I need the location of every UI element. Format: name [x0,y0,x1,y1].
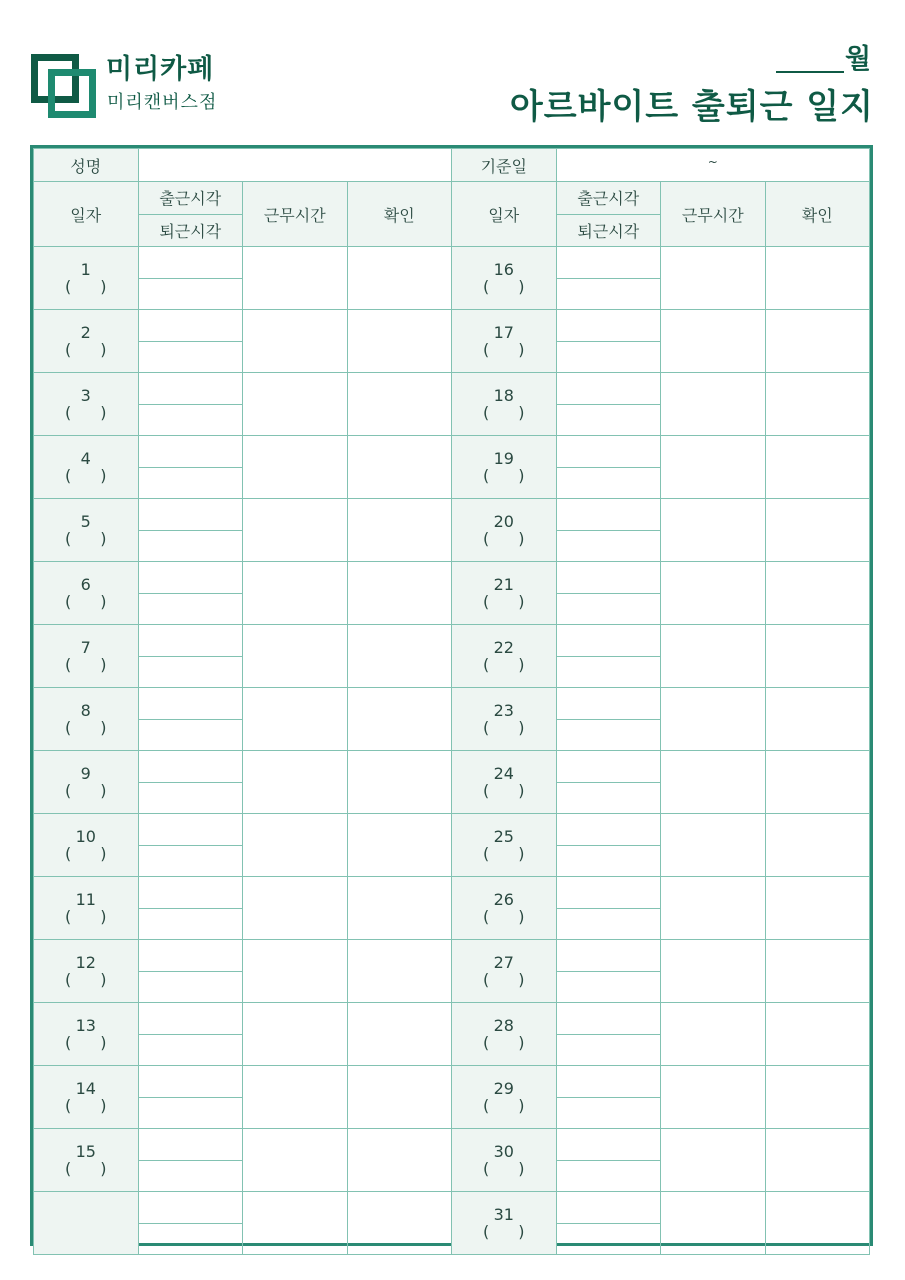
clock-out-field[interactable] [139,467,243,499]
confirm-field[interactable] [765,436,870,499]
time-cell [138,1129,243,1192]
time-cell [138,310,243,373]
weekday-field[interactable]: ( ) [64,781,107,800]
work-hours-field[interactable] [661,562,766,625]
day-number: 19 [493,449,514,468]
day-number: 31 [493,1205,514,1224]
weekday-field[interactable]: ( ) [482,277,525,296]
day-number: 27 [493,953,514,972]
clock-out-field[interactable] [139,1160,243,1192]
table-row [34,436,870,499]
work-hours-field[interactable] [243,688,348,751]
day-cell [452,247,557,310]
col-work-hours-left: 근무시간 [243,182,348,247]
work-hours-field[interactable] [243,940,348,1003]
clock-in-field[interactable] [139,436,243,467]
work-hours-field[interactable] [661,940,766,1003]
clock-in-field[interactable] [557,940,661,971]
clock-in-field[interactable] [139,1129,243,1160]
day-number: 14 [75,1079,96,1098]
time-cell [556,1192,661,1255]
day-number: 30 [493,1142,514,1161]
clock-in-field[interactable] [557,814,661,845]
day-number: 12 [75,953,96,972]
day-number: 3 [80,386,91,405]
work-hours-field[interactable] [243,436,348,499]
confirm-field[interactable] [765,373,870,436]
clock-in-field[interactable] [139,499,243,530]
work-hours-field[interactable] [661,310,766,373]
clock-in-field[interactable] [557,373,661,404]
time-cell [556,562,661,625]
day-number: 9 [80,764,91,783]
work-hours-field[interactable] [661,373,766,436]
clock-out-field[interactable] [139,593,243,625]
table-row [34,625,870,688]
day-cell [452,940,557,1003]
clock-in-field[interactable] [139,625,243,656]
confirm-field[interactable] [347,940,452,1003]
clock-out-field[interactable] [139,341,243,373]
day-number: 1 [80,260,91,279]
day-number: 22 [493,638,514,657]
time-cell [138,373,243,436]
clock-out-field[interactable] [139,719,243,751]
confirm-field[interactable] [347,688,452,751]
time-cell [556,814,661,877]
clock-in-field[interactable] [139,373,243,404]
day-number: 2 [80,323,91,342]
weekday-field[interactable]: ( ) [482,1096,525,1115]
confirm-field[interactable] [347,436,452,499]
weekday-field[interactable]: ( ) [64,718,107,737]
day-number: 15 [75,1142,96,1161]
work-hours-field[interactable] [243,1192,348,1255]
name-label: 성명 [34,149,139,182]
weekday-field[interactable]: ( ) [64,529,107,548]
weekday-field[interactable]: ( ) [64,844,107,863]
brand-name: 미리카페 [106,54,215,85]
day-cell [34,562,139,625]
weekday-field[interactable]: ( ) [64,403,107,422]
clock-in-field[interactable] [557,1129,661,1160]
day-cell [34,1066,139,1129]
clock-out-field[interactable] [139,656,243,688]
day-number: 16 [493,260,514,279]
table-row [34,373,870,436]
time-cell [138,436,243,499]
day-cell [34,625,139,688]
weekday-field[interactable]: ( ) [64,1096,107,1115]
work-hours-field[interactable] [661,688,766,751]
work-hours-field[interactable] [661,814,766,877]
weekday-field[interactable]: ( ) [482,970,525,989]
time-cell [138,1192,243,1255]
clock-out-field[interactable] [139,908,243,940]
day-cell [34,814,139,877]
clock-in-field[interactable] [139,940,243,971]
work-hours-field[interactable] [243,1129,348,1192]
time-cell [556,751,661,814]
clock-in-field[interactable] [557,1066,661,1097]
clock-in-field[interactable] [557,688,661,719]
confirm-field[interactable] [347,751,452,814]
weekday-field[interactable]: ( ) [482,1033,525,1052]
weekday-field[interactable]: ( ) [482,907,525,926]
weekday-field[interactable]: ( ) [482,340,525,359]
weekday-field[interactable]: ( ) [482,1159,525,1178]
confirm-field[interactable] [765,625,870,688]
day-number: 25 [493,827,514,846]
clock-in-field[interactable] [139,1003,243,1034]
day-number: 4 [80,449,91,468]
time-cell [138,247,243,310]
day-cell [34,688,139,751]
day-number: 11 [75,890,96,909]
name-field[interactable] [138,149,452,182]
table-row [34,940,870,1003]
clock-in-field[interactable] [557,1192,661,1223]
clock-in-field[interactable] [557,562,661,593]
time-cell [556,499,661,562]
base-date-label: 기준일 [452,149,557,182]
confirm-field[interactable] [765,499,870,562]
weekday-field[interactable]: ( ) [482,592,525,611]
time-cell [138,1003,243,1066]
clock-out-field[interactable] [557,908,661,940]
clock-in-field[interactable] [557,499,661,530]
time-cell [556,625,661,688]
clock-out-field[interactable] [557,971,661,1003]
day-cell [34,247,139,310]
table-row [34,877,870,940]
day-cell [452,1066,557,1129]
clock-in-field[interactable] [139,562,243,593]
clock-in-field[interactable] [557,751,661,782]
clock-out-field[interactable] [557,845,661,877]
work-hours-field[interactable] [661,877,766,940]
work-hours-field[interactable] [243,1066,348,1129]
confirm-field[interactable] [347,877,452,940]
clock-in-field[interactable] [557,247,661,278]
clock-in-field[interactable] [139,1066,243,1097]
confirm-field[interactable] [765,562,870,625]
table-row [34,1066,870,1129]
clock-out-field[interactable] [557,530,661,562]
month-input-line[interactable] [776,71,844,73]
confirm-field[interactable] [347,814,452,877]
day-cell [452,814,557,877]
time-cell [138,499,243,562]
day-cell [452,1192,557,1255]
clock-out-field[interactable] [139,971,243,1003]
clock-out-field[interactable] [139,1223,243,1255]
time-cell [138,1066,243,1129]
clock-in-field[interactable] [139,310,243,341]
time-cell [138,877,243,940]
confirm-field[interactable] [765,1003,870,1066]
work-hours-field[interactable] [243,1003,348,1066]
confirm-field[interactable] [765,940,870,1003]
table-row [34,499,870,562]
day-cell [34,751,139,814]
day-cell [34,1003,139,1066]
day-cell [34,877,139,940]
day-number: 6 [80,575,91,594]
day-cell [452,562,557,625]
clock-in-field[interactable] [139,877,243,908]
clock-in-field[interactable] [557,1003,661,1034]
table-row [34,1192,870,1255]
table-row [34,562,870,625]
work-hours-field[interactable] [661,751,766,814]
clock-out-field[interactable] [557,782,661,814]
day-cell [452,877,557,940]
day-cell [34,499,139,562]
table-row [34,1003,870,1066]
confirm-field[interactable] [765,814,870,877]
confirm-field[interactable] [347,373,452,436]
time-cell [556,1129,661,1192]
col-times-right [556,182,661,247]
weekday-field[interactable]: ( ) [482,466,525,485]
work-hours-field[interactable] [243,814,348,877]
work-hours-field[interactable] [661,1192,766,1255]
weekday-field[interactable]: ( ) [64,592,107,611]
work-hours-field[interactable] [661,1003,766,1066]
work-hours-field[interactable] [661,1066,766,1129]
time-cell [556,310,661,373]
clock-out-field[interactable] [139,278,243,310]
table-row [34,751,870,814]
confirm-field[interactable] [765,1066,870,1129]
clock-out-field[interactable] [139,530,243,562]
time-cell [556,1066,661,1129]
confirm-field[interactable] [765,877,870,940]
clock-in-field[interactable] [139,751,243,782]
time-cell [556,1003,661,1066]
clock-out-field[interactable] [557,1034,661,1066]
attendance-table [30,145,873,1246]
time-cell [556,877,661,940]
clock-in-field[interactable] [139,814,243,845]
brand-branch: 미리캔버스점 [107,92,218,113]
col-clock-in-left: 출근시각 [139,182,243,214]
clock-out-field[interactable] [557,593,661,625]
weekday-field[interactable]: ( ) [64,970,107,989]
day-cell [452,625,557,688]
col-clock-out-right: 퇴근시각 [557,214,661,247]
clock-out-field[interactable] [139,1034,243,1066]
clock-out-field[interactable] [557,1097,661,1129]
clock-out-field[interactable] [557,467,661,499]
work-hours-field[interactable] [661,1129,766,1192]
day-number: 8 [80,701,91,720]
day-cell [34,436,139,499]
weekday-field[interactable]: ( ) [482,403,525,422]
work-hours-field[interactable] [243,877,348,940]
clock-in-field[interactable] [139,688,243,719]
col-times-left [138,182,243,247]
clock-out-field[interactable] [557,341,661,373]
confirm-field[interactable] [347,1129,452,1192]
time-cell [138,940,243,1003]
time-cell [138,751,243,814]
page-title: 아르바이트 출퇴근 일지 [509,87,874,127]
day-number: 29 [493,1079,514,1098]
work-hours-field[interactable] [661,499,766,562]
clock-in-field[interactable] [557,877,661,908]
weekday-field[interactable]: ( ) [482,529,525,548]
weekday-field[interactable]: ( ) [64,466,107,485]
day-number: 7 [80,638,91,657]
clock-out-field[interactable] [139,782,243,814]
confirm-field[interactable] [347,625,452,688]
work-hours-field[interactable] [243,310,348,373]
time-cell [556,436,661,499]
day-cell [34,310,139,373]
time-cell [556,373,661,436]
clock-out-field[interactable] [557,1223,661,1255]
day-cell [34,1129,139,1192]
time-cell [138,688,243,751]
confirm-field[interactable] [347,562,452,625]
work-hours-field[interactable] [243,562,348,625]
work-hours-field[interactable] [661,625,766,688]
confirm-field[interactable] [347,1192,452,1255]
clock-out-field[interactable] [557,656,661,688]
day-cell [34,373,139,436]
month-label: 월 [845,44,872,75]
confirm-field[interactable] [765,310,870,373]
clock-out-field[interactable] [557,278,661,310]
weekday-field[interactable]: ( ) [64,277,107,296]
table-row [34,310,870,373]
clock-out-field[interactable] [557,719,661,751]
day-number: 18 [493,386,514,405]
clock-in-field[interactable] [557,310,661,341]
work-hours-field[interactable] [661,436,766,499]
col-date-left: 일자 [34,182,139,247]
clock-out-field[interactable] [557,404,661,436]
day-number: 21 [493,575,514,594]
col-work-hours-right: 근무시간 [661,182,766,247]
col-confirm-right: 확인 [765,182,870,247]
time-cell [556,247,661,310]
day-number: 20 [493,512,514,531]
confirm-field[interactable] [765,1192,870,1255]
time-cell [138,562,243,625]
col-confirm-left: 확인 [347,182,452,247]
day-number: 23 [493,701,514,720]
day-cell [452,499,557,562]
weekday-field[interactable]: ( ) [64,1159,107,1178]
clock-in-field[interactable] [557,436,661,467]
day-number: 5 [80,512,91,531]
day-cell [452,688,557,751]
weekday-field[interactable]: ( ) [64,1033,107,1052]
table-row [34,247,870,310]
time-cell [138,625,243,688]
work-hours-field[interactable] [243,247,348,310]
day-cell [452,310,557,373]
confirm-field[interactable] [347,499,452,562]
day-cell [34,1192,139,1255]
weekday-field[interactable]: ( ) [64,340,107,359]
confirm-field[interactable] [765,247,870,310]
weekday-field[interactable]: ( ) [482,655,525,674]
work-hours-field[interactable] [243,625,348,688]
confirm-field[interactable] [347,247,452,310]
time-cell [556,940,661,1003]
clock-in-field[interactable] [557,625,661,656]
confirm-field[interactable] [765,1129,870,1192]
col-clock-in-right: 출근시각 [557,182,661,214]
weekday-field[interactable]: ( ) [482,781,525,800]
work-hours-field[interactable] [243,751,348,814]
day-cell [452,1003,557,1066]
day-cell [34,940,139,1003]
table-row [34,814,870,877]
confirm-field[interactable] [347,1066,452,1129]
day-number: 28 [493,1016,514,1035]
weekday-field[interactable]: ( ) [64,655,107,674]
day-number: 10 [75,827,96,846]
clock-out-field[interactable] [139,845,243,877]
clock-in-field[interactable] [139,1192,243,1223]
base-date-field[interactable]: ~ [556,149,870,182]
day-cell [452,1129,557,1192]
day-number: 13 [75,1016,96,1035]
confirm-field[interactable] [347,310,452,373]
day-number: 24 [493,764,514,783]
day-cell [452,751,557,814]
work-hours-field[interactable] [661,247,766,310]
work-hours-field[interactable] [243,373,348,436]
weekday-field[interactable]: ( ) [482,844,525,863]
time-cell [138,814,243,877]
col-clock-out-left: 퇴근시각 [139,214,243,247]
day-number: 17 [493,323,514,342]
confirm-field[interactable] [765,751,870,814]
day-number: 26 [493,890,514,909]
table-row [34,1129,870,1192]
table-row [34,688,870,751]
day-cell [452,373,557,436]
time-cell [556,688,661,751]
weekday-field[interactable]: ( ) [64,907,107,926]
clock-out-field[interactable] [139,404,243,436]
confirm-field[interactable] [347,1003,452,1066]
brand-logo-icon [31,54,97,120]
clock-out-field[interactable] [557,1160,661,1192]
clock-out-field[interactable] [139,1097,243,1129]
weekday-field[interactable]: ( ) [482,1222,525,1241]
col-date-right: 일자 [452,182,557,247]
work-hours-field[interactable] [243,499,348,562]
day-cell [452,436,557,499]
weekday-field[interactable]: ( ) [482,718,525,737]
clock-in-field[interactable] [139,247,243,278]
confirm-field[interactable] [765,688,870,751]
